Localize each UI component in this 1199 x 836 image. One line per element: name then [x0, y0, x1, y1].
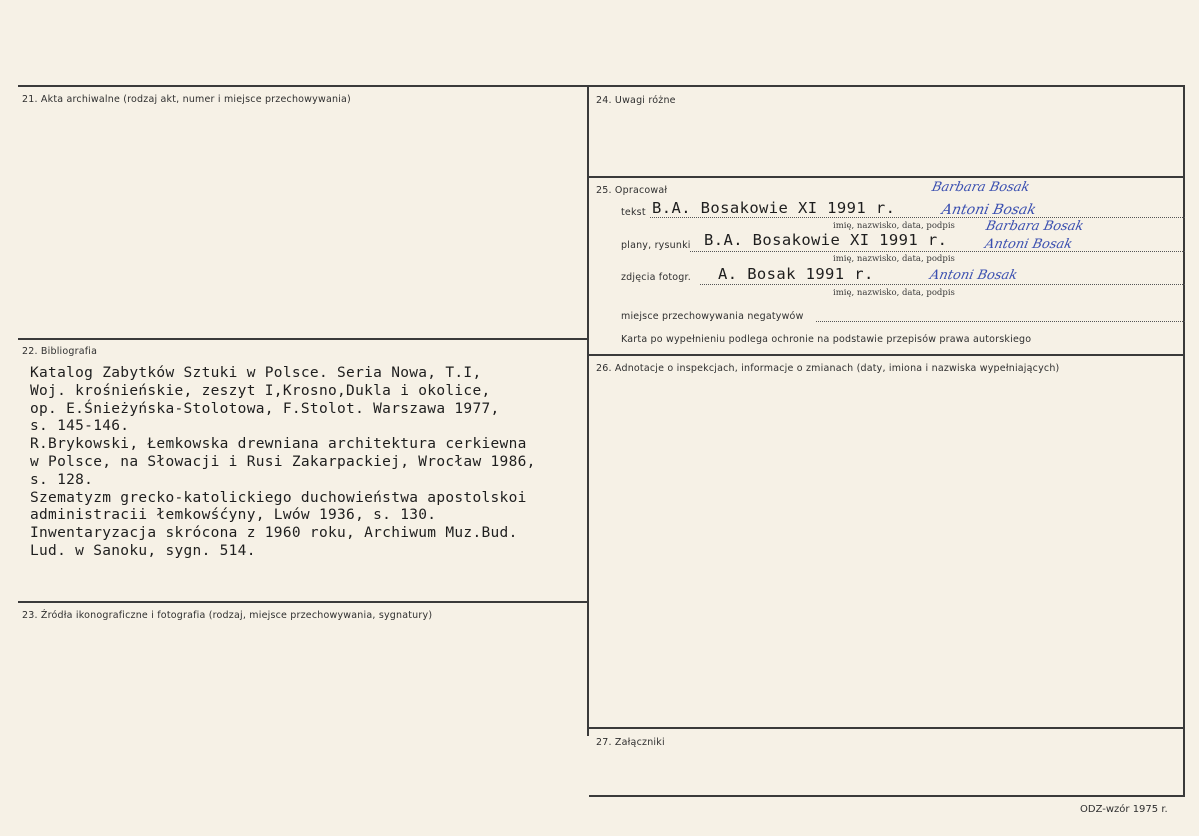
zdjecia-caption: imię, nazwisko, data, podpis — [833, 288, 955, 298]
tekst-dotted-line — [650, 217, 1185, 218]
field-22-label: 22. Bibliografia — [22, 346, 98, 357]
plany-dotted-line — [690, 251, 1185, 252]
bibliography-line: s. 145-146. — [30, 418, 130, 435]
center-divider — [587, 85, 589, 736]
signature-antoni-tekst: Antoni Bosak — [940, 202, 1038, 218]
form-template-mark: ODZ-wzór 1975 r. — [1080, 804, 1168, 815]
bibliography-line: Szematyzm grecko-katolickiego duchowieństwa apostolskoi — [30, 489, 527, 506]
field-25-label: 25. Opracował — [596, 185, 668, 196]
bibliography-line: s. 128. — [30, 471, 94, 488]
field-26-label: 26. Adnotacje o inspekcjach, informacje o zmianach (daty, imiona i nazwiska wypełniających) — [596, 363, 1060, 374]
bibliography-line: w Polsce, na Słowacji i Rusi Zakarpackiej, Wrocław 1986, — [30, 453, 536, 470]
bibliography-text — [30, 365, 536, 561]
bibliography-line: R.Brykowski, Łemkowska drewniana architektura cerkiewna — [30, 436, 527, 453]
tekst-label: tekst — [621, 207, 646, 218]
divider-25-26 — [589, 354, 1184, 356]
bibliography-line: Lud. w Sanoku, sygn. 514. — [30, 542, 256, 559]
field-23-label: 23. Źródła ikonograficzne i fotografia (rodzaj, miejsce przechowywania, sygnatury) — [22, 610, 433, 621]
field-27-label: 27. Załączniki — [596, 737, 665, 748]
copyright-notice: Karta po wypełnieniu podlega ochronie na podstawie przepisów prawa autorskiego — [621, 334, 1032, 345]
tekst-value: B.A. Bosakowie XI 1991 r. — [652, 199, 896, 217]
divider-26-27 — [589, 727, 1184, 729]
negatywy-dotted-line — [816, 321, 1185, 322]
zdjecia-label: zdjęcia fotogr. — [621, 272, 691, 283]
plany-label: plany, rysunki — [621, 240, 691, 251]
tekst-caption: imię, nazwisko, data, podpis — [833, 221, 955, 231]
field-21-label: 21. Akta archiwalne (rodzaj akt, numer i miejsce przechowywania) — [22, 94, 351, 105]
negatywy-label: miejsce przechowywania negatywów — [621, 311, 804, 322]
right-border — [1183, 85, 1185, 796]
signature-barbara-tekst: Barbara Bosak — [930, 180, 1031, 195]
bottom-rule — [589, 795, 1185, 797]
plany-value: B.A. Bosakowie XI 1991 r. — [704, 231, 948, 249]
top-rule — [18, 85, 1184, 87]
signature-antoni-plany: Antoni Bosak — [983, 237, 1074, 252]
plany-caption: imię, nazwisko, data, podpis — [833, 254, 955, 264]
divider-21-22 — [18, 338, 587, 340]
bibliography-line: Inwentaryzacja skrócona z 1960 roku, Archiwum Muz.Bud. — [30, 525, 518, 542]
field-24-label: 24. Uwagi różne — [596, 95, 676, 106]
divider-22-23 — [18, 601, 587, 603]
signature-barbara-plany: Barbara Bosak — [984, 219, 1085, 234]
bibliography-line: administracii łemkowśćyny, Lwów 1936, s. 130. — [30, 507, 437, 524]
bibliography-line: op. E.Śnieżyńska-Stolotowa, F.Stolot. Warszawa 1977, — [30, 400, 500, 417]
zdjecia-value: A. Bosak 1991 r. — [718, 265, 874, 283]
bibliography-line: Katalog Zabytków Sztuki w Polsce. Seria Nowa, T.I, — [30, 365, 482, 381]
divider-24-25 — [589, 176, 1184, 178]
signature-antoni-zdjecia: Antoni Bosak — [928, 268, 1019, 283]
bibliography-line: Woj. krośnieńskie, zeszyt I,Krosno,Dukla i okolice, — [30, 382, 491, 399]
zdjecia-dotted-line — [700, 284, 1185, 285]
